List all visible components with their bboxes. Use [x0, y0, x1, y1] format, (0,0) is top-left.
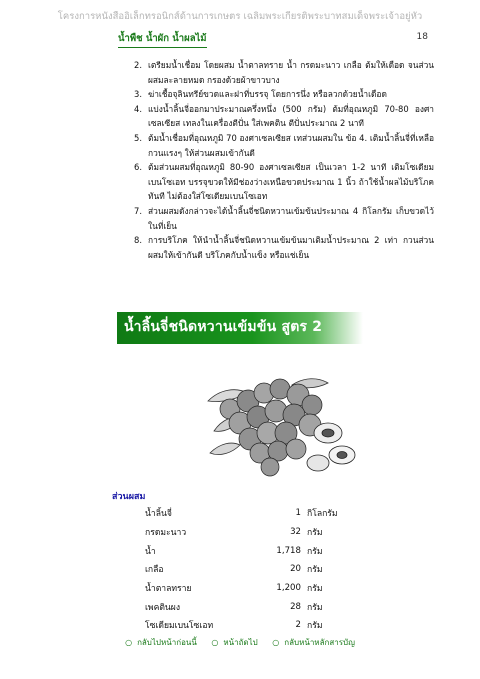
- step-text: ต้มน้ำเชื่อมที่อุณหภูมิ 70 องศาเซลเซียส เทส่วนผสมใน ข้อ 4. เติมน้ำลิ้นจี่ที่เหลือ กวนแรงๆ ให้ส่วนผสมเข้ากันดี: [148, 132, 434, 158]
- step-text: ต้มส่วนผสมที่อุณหภูมิ 80-90 องศาเซลเซียส เป็นเวลา 1-2 นาที เติมโซเดียมเบนโซเอท บรรจุขวดให้มีช่องว่างเหนือขวดประมาณ 1 นิ้ว ถ้าใช้น้ำผลไม้บริโภคทันที ไม่ต้องใส่โซเดียมเบนโซเอท: [148, 162, 434, 202]
- ingredient-name: เพคตินผง: [145, 602, 181, 613]
- page-number: 18: [416, 32, 428, 42]
- ingredient-unit: กรัม: [307, 602, 323, 613]
- step-item: [134, 102, 434, 131]
- steps-list: [134, 58, 434, 262]
- ingredients-list: [145, 504, 365, 635]
- ingredient-qty: 2: [295, 620, 301, 631]
- step-item: [134, 58, 434, 87]
- step-item: [134, 204, 434, 233]
- recipe-title: น้ำลิ้นจี่ชนิดหวานเข้มข้น สูตร 2: [124, 319, 323, 335]
- ingredient-unit: กรัม: [307, 565, 323, 576]
- step-number: 4.: [134, 103, 142, 114]
- peeled-lychee: [307, 423, 355, 471]
- ingredients-heading: ส่วนผสม: [112, 492, 146, 502]
- prev-page-label: กลับไปหน้าก่อนนี้: [137, 638, 197, 647]
- project-header: โครงการหนังสืออิเล็กทรอนิกส์ด้านการเกษตร เฉลิมพระเกียรติพระบาทสมเด็จพระเจ้าอยู่หัว: [57, 11, 423, 22]
- circle-bullet-icon: ○: [125, 638, 133, 647]
- ingredient-row: [145, 523, 365, 542]
- ingredient-qty: 1: [295, 508, 301, 519]
- next-page-label: หน้าถัดไป: [223, 638, 258, 647]
- ingredient-row: [145, 616, 365, 635]
- ingredient-qty: 20: [290, 564, 301, 575]
- ingredient-unit: กรัม: [307, 546, 323, 557]
- circle-bullet-icon: ○: [272, 638, 280, 647]
- circle-bullet-icon: ○: [211, 638, 219, 647]
- step-number: 8.: [134, 235, 142, 246]
- step-text: การบริโภค ให้นำน้ำลิ้นจี่ชนิดหวานเข้มข้นมาเติมน้ำประมาณ 2 เท่า กวนส่วนผสมให้เข้ากันดี บริโภคกับน้ำแข็ง หรือแช่เย็น: [148, 235, 434, 260]
- ingredient-qty: 1,200: [276, 583, 301, 594]
- step-text: แบ่งน้ำลิ้นจี่ออกมาประมาณครึ่งหนึ่ง (500 กรัม) ต้มที่อุณหภูมิ 70-80 องศาเซลเซียส เทลงในเครื่องตีปั่น ใส่เพคติน ตีปั่นประมาณ 2 นาที: [148, 103, 434, 129]
- ingredient-name: เกลือ: [145, 565, 164, 576]
- ingredient-row: [145, 504, 365, 523]
- step-item: [134, 87, 434, 102]
- ingredient-qty: 1,718: [276, 545, 301, 556]
- section-title: น้ำพืช น้ำผัก น้ำผลไม้: [118, 31, 207, 48]
- step-number: 6.: [134, 162, 142, 173]
- ingredient-name: กรดมะนาว: [145, 528, 187, 539]
- ingredient-unit: กิโลกรัม: [307, 509, 338, 520]
- ingredient-unit: กรัม: [307, 621, 323, 632]
- footer-nav: [0, 636, 480, 649]
- ingredient-name: น้ำลิ้นจี่: [145, 509, 172, 520]
- step-number: 5.: [134, 132, 142, 143]
- step-text: ฆ่าเชื้อจุลินทรีย์ขวดและฝาที่บรรจุ โดยการนึ่ง หรือลวกด้วยน้ำเดือด: [148, 89, 387, 100]
- step-number: 2.: [134, 60, 142, 70]
- step-item: [134, 131, 434, 160]
- ingredient-unit: กรัม: [307, 528, 323, 539]
- ingredient-name: น้ำ: [145, 546, 156, 557]
- step-item: [134, 160, 434, 204]
- step-text: เตรียมน้ำเชื่อม โดยผสม น้ำตาลทราย น้ำ กรดมะนาว เกลือ ต้มให้เดือด จนส่วนผสมละลายหมด กรองด้วยผ้าขาวบาง: [148, 60, 434, 85]
- ingredient-row: [145, 560, 365, 579]
- ingredient-name: โซเดียมเบนโซเอท: [145, 621, 214, 632]
- lychee-illustration: [200, 371, 358, 479]
- step-number: 3.: [134, 89, 142, 100]
- ingredient-row: [145, 541, 365, 560]
- toc-label: กลับหน้าหลักสารบัญ: [284, 638, 355, 647]
- prev-page-link[interactable]: [122, 638, 200, 647]
- step-item: [134, 233, 434, 262]
- step-number: 7.: [134, 205, 142, 216]
- ingredient-name: น้ำตาลทราย: [145, 584, 192, 595]
- ingredient-qty: 28: [290, 601, 301, 612]
- ingredient-row: [145, 597, 365, 616]
- step-text: ส่วนผสมดังกล่าวจะได้น้ำลิ้นจี่ชนิดหวานเข้มข้นประมาณ 4 กิโลกรัม เก็บขวดไว้ในที่เย็น: [148, 205, 434, 231]
- ingredient-row: [145, 579, 365, 598]
- toc-link[interactable]: [269, 638, 358, 647]
- ingredient-qty: 32: [290, 527, 301, 538]
- ingredient-unit: กรัม: [307, 584, 323, 595]
- next-page-link[interactable]: [208, 638, 260, 647]
